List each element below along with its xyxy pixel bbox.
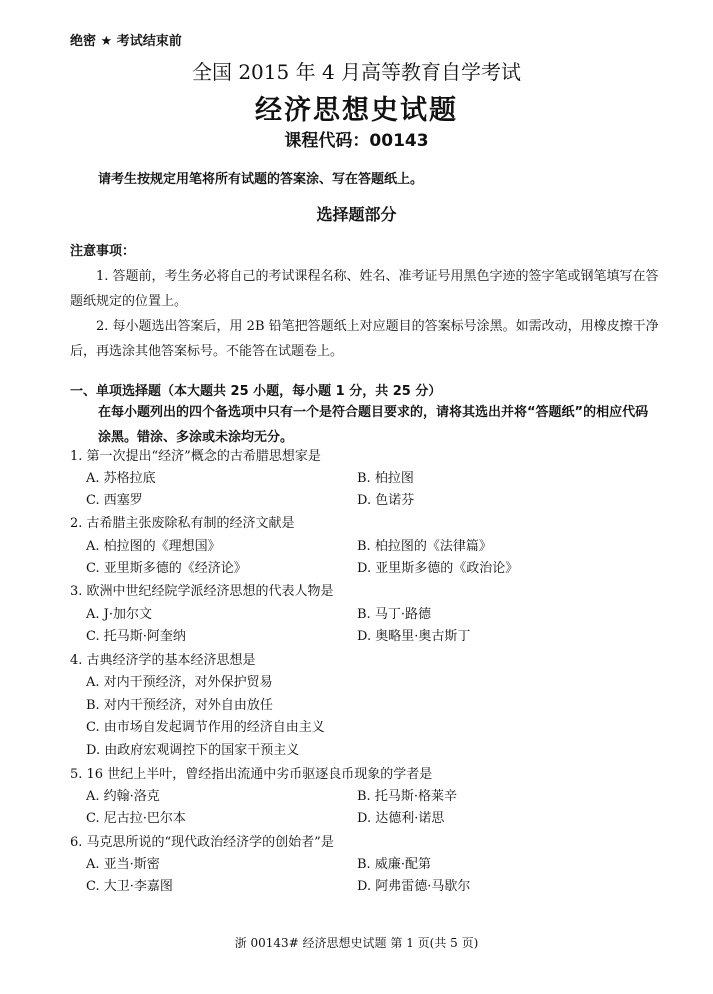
option-b: B. 马丁·路德 xyxy=(357,607,431,622)
option-c: C. 由市场自发起调节作用的经济自由主义 xyxy=(86,720,325,735)
option-b: B. 威廉·配第 xyxy=(357,857,431,872)
secret-label: 绝密 ★ 考试结束前 xyxy=(70,34,182,49)
part-description: 在每小题列出的四个备选项中只有一个是符合题目要求的，请将其选出并将“答题纸”的相应代码涂黑。错涂、多涂或未涂均无分。 xyxy=(98,405,649,445)
part-heading: 一、单项选择题（本大题共 25 小题，每小题 1 分，共 25 分） xyxy=(70,384,442,399)
option-d: D. 色诺芬 xyxy=(357,493,415,508)
option-d: D. 奥略里·奥古斯丁 xyxy=(357,629,471,644)
notice-title: 注意事项： xyxy=(70,244,136,259)
option-d: D. 达德利·诺思 xyxy=(357,811,445,826)
page-footer: 浙 00143# 经济思想史试题 第 1 页(共 5 页) xyxy=(234,936,479,950)
option-c: C. 大卫·李嘉图 xyxy=(86,879,173,894)
option-d: D. 由政府宏观调控下的国家干预主义 xyxy=(86,743,300,758)
notice-item: 2. 每小题选出答案后，用 2B 铅笔把答题纸上对应题目的答案标号涂黑。如需改动，用橡皮擦干净后，再选涂其他答案标号。不能答在试题卷上。 xyxy=(70,319,659,359)
option-b: B. 柏拉图 xyxy=(357,471,414,486)
option-a: A. J·加尔文 xyxy=(86,607,152,622)
notice-item: 1. 答题前，考生务必将自己的考试课程名称、姓名、准考证号用黑色字迹的签字笔或钢笔填写在答题纸规定的位置上。 xyxy=(70,269,659,309)
option-c: C. 亚里斯多德的《经济论》 xyxy=(86,561,247,576)
question-stem: 1. 第一次提出“经济”概念的古希腊思想家是 xyxy=(70,449,321,464)
option-a: A. 苏格拉底 xyxy=(86,471,156,486)
option-c: C. 托马斯·阿奎纳 xyxy=(86,629,186,644)
section-title: 选择题部分 xyxy=(316,205,397,224)
exam-title: 全国 2015 年 4 月高等教育自学考试 xyxy=(191,60,522,84)
exam-instruction: 请考生按规定用笔将所有试题的答案涂、写在答题纸上。 xyxy=(98,172,424,187)
option-a: A. 柏拉图的《理想国》 xyxy=(86,539,221,554)
option-b: B. 托马斯·格莱辛 xyxy=(357,789,457,804)
option-d: D. 亚里斯多德的《政治论》 xyxy=(357,561,519,576)
course-code: 课程代码：00143 xyxy=(284,131,429,151)
option-a: A. 约翰·洛克 xyxy=(86,789,160,804)
option-c: C. 西塞罗 xyxy=(86,493,143,508)
question-stem: 6. 马克思所说的“现代政治经济学的创始者”是 xyxy=(70,835,334,850)
question-stem: 4. 古典经济学的基本经济思想是 xyxy=(70,653,256,668)
paper-title: 经济思想史试题 xyxy=(255,95,458,126)
option-b: B. 对内干预经济，对外自由放任 xyxy=(86,698,273,713)
option-d: D. 阿弗雷德·马歇尔 xyxy=(357,879,471,894)
option-a: A. 亚当·斯密 xyxy=(86,857,160,872)
question-stem: 2. 古希腊主张废除私有制的经济文献是 xyxy=(70,516,295,531)
option-b: B. 柏拉图的《法律篇》 xyxy=(357,539,492,554)
question-stem: 5. 16 世纪上半叶，曾经指出流通中劣币驱逐良币现象的学者是 xyxy=(70,767,433,782)
option-a: A. 对内干预经济，对外保护贸易 xyxy=(86,675,273,690)
question-stem: 3. 欧洲中世纪经院学派经济思想的代表人物是 xyxy=(70,584,334,599)
option-c: C. 尼古拉·巴尔本 xyxy=(86,811,186,826)
